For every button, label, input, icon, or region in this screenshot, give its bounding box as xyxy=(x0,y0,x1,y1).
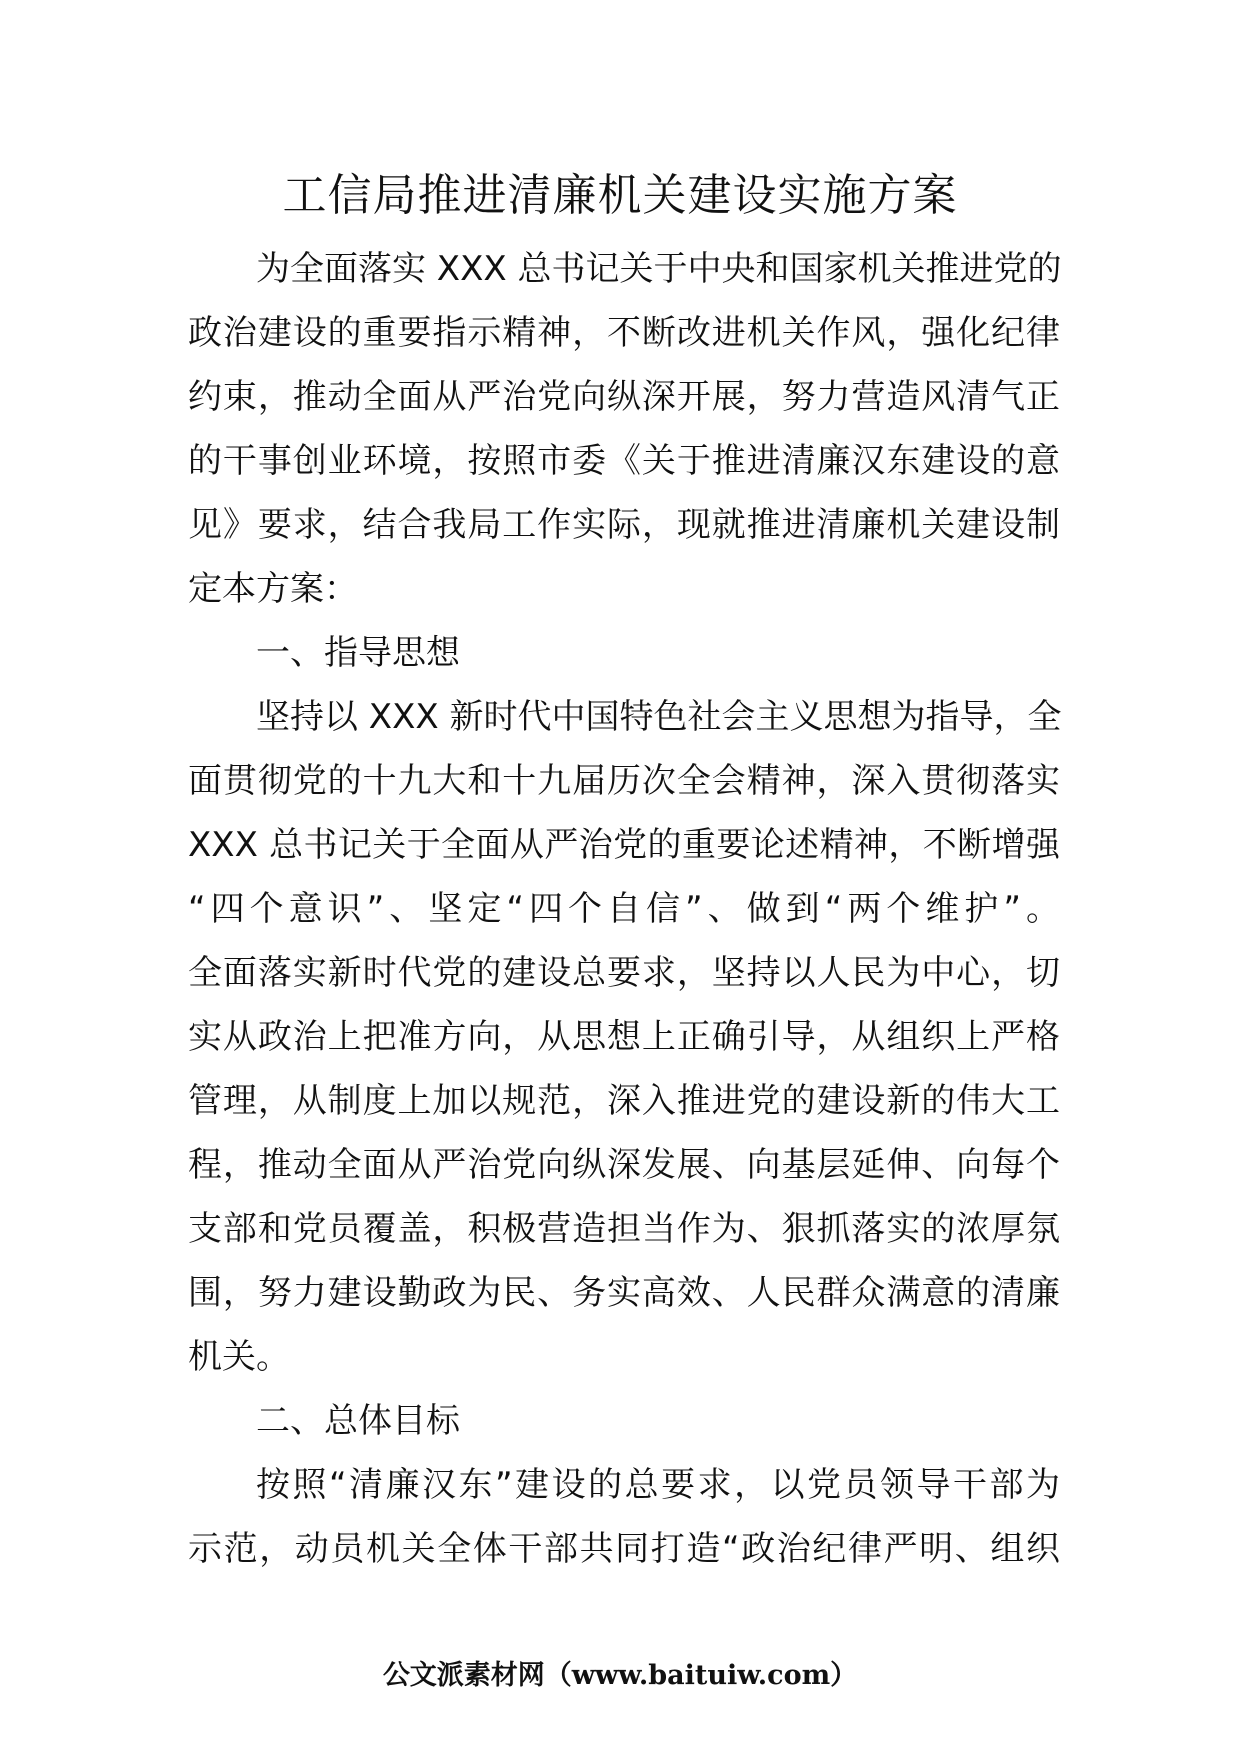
text-line: 为全面落实 XXX 总书记关于中央和国家机关推进党的 xyxy=(256,249,1062,289)
document-title: 工信局推进清廉机关建设实施方案 xyxy=(282,170,958,221)
text-line: 全面落实新时代党的建设总要求，坚持以人民为中心，切 xyxy=(188,953,1060,993)
text-line: 见》要求，结合我局工作实际，现就推进清廉机关建设制 xyxy=(188,505,1060,545)
text-line: 支部和党员覆盖，积极营造担当作为、狠抓落实的浓厚氛 xyxy=(188,1209,1060,1249)
paragraph-intro xyxy=(188,237,1060,621)
text-line: 围，努力建设勤政为民、务实高效、人民群众满意的清廉 xyxy=(188,1273,1060,1313)
text-line: 坚持以 XXX 新时代中国特色社会主义思想为指导，全 xyxy=(256,697,1062,737)
section-heading-overall-goal: 二、总体目标 xyxy=(256,1401,460,1441)
footer-watermark: 公文派素材网（www.baituiw.com） xyxy=(382,1660,858,1691)
paragraph-guiding-thought xyxy=(188,685,1060,1389)
document-body xyxy=(188,237,1060,1581)
text-line: “四个意识”、坚定“四个自信”、做到“两个维护”。 xyxy=(188,889,1060,929)
text-line: XXX 总书记关于全面从严治党的重要论述精神，不断增强 xyxy=(188,825,1060,865)
text-line: 按照“清廉汉东”建设的总要求，以党员领导干部为 xyxy=(256,1465,1060,1505)
text-line: 示范，动员机关全体干部共同打造“政治纪律严明、组织 xyxy=(188,1529,1060,1569)
text-line: 约束，推动全面从严治党向纵深开展，努力营造风清气正 xyxy=(188,377,1060,417)
text-line: 政治建设的重要指示精神，不断改进机关作风，强化纪律 xyxy=(188,313,1060,353)
text-line: 实从政治上把准方向，从思想上正确引导，从组织上严格 xyxy=(188,1017,1060,1057)
text-line: 定本方案： xyxy=(188,569,358,609)
paragraph-overall-goal xyxy=(188,1453,1060,1581)
section-heading-guiding-thought: 一、指导思想 xyxy=(256,633,460,673)
text-line: 面贯彻党的十九大和十九届历次全会精神，深入贯彻落实 xyxy=(188,761,1060,801)
text-line: 机关。 xyxy=(188,1337,290,1377)
text-line: 的干事创业环境，按照市委《关于推进清廉汉东建设的意 xyxy=(188,441,1060,481)
text-line: 管理，从制度上加以规范，深入推进党的建设新的伟大工 xyxy=(188,1081,1060,1121)
text-line: 程，推动全面从严治党向纵深发展、向基层延伸、向每个 xyxy=(188,1145,1060,1185)
